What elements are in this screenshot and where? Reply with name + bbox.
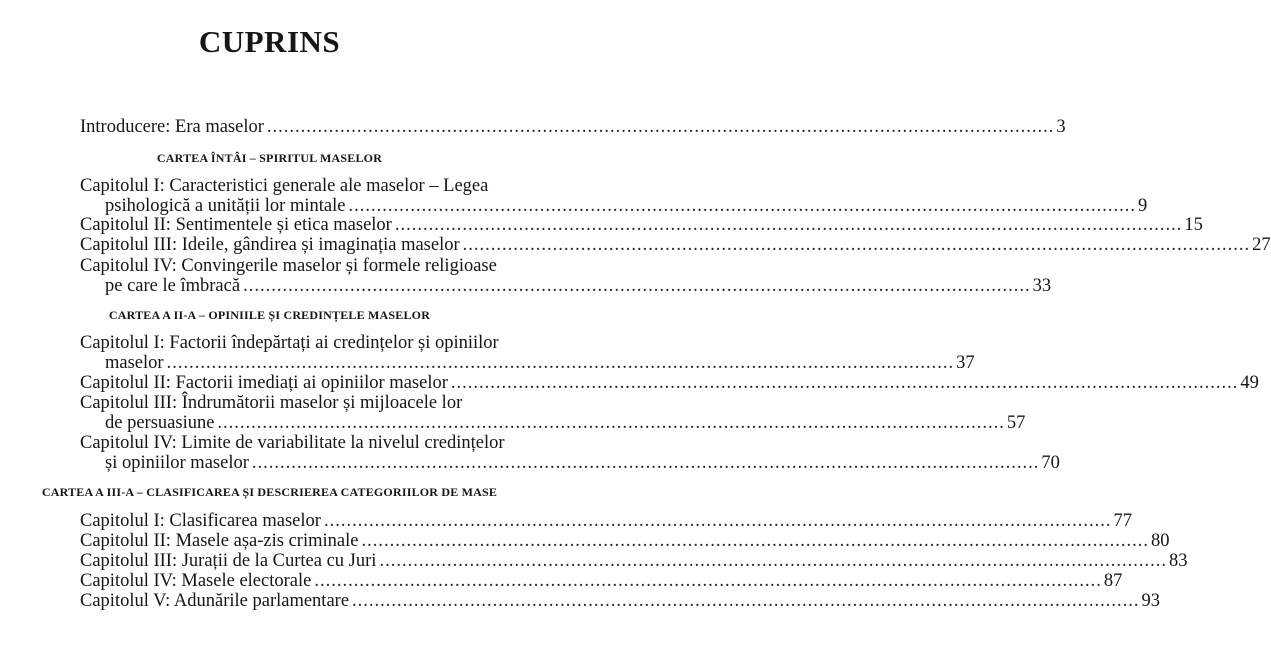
dot-leader: ............................................................................................................................................ bbox=[266, 117, 1055, 137]
dot-leader: ............................................................................................................................................ bbox=[352, 591, 1140, 611]
toc-entry-text: Introducere: Era maselor bbox=[80, 117, 264, 137]
toc-entry-text: Capitolul IV: Convingerile maselor și formele religioase bbox=[80, 256, 497, 276]
section-heading-part-1: CARTEA ÎNTÂI – SPIRITUL MASELOR bbox=[156, 151, 383, 165]
toc-entry-text: Capitolul I: Caracteristici generale ale maselor – Legea bbox=[80, 176, 489, 196]
toc-entry-text-continued: și opiniilor maselor bbox=[105, 453, 249, 473]
toc-entry bbox=[80, 333, 975, 373]
toc-entry-text: Capitolul I: Clasificarea maselor bbox=[80, 511, 321, 531]
dot-leader: ............................................................................................................................................ bbox=[462, 235, 1251, 255]
toc-entry bbox=[80, 393, 1026, 433]
toc-entry bbox=[80, 571, 1123, 591]
toc-page-number: 15 bbox=[1184, 215, 1203, 235]
toc-entry bbox=[80, 373, 1259, 393]
toc-entry bbox=[80, 531, 1170, 551]
toc-entry bbox=[80, 433, 1060, 473]
toc-entry bbox=[80, 256, 1052, 296]
dot-leader: ............................................................................................................................................ bbox=[379, 551, 1167, 571]
toc-entry-text-continued: pe care le îmbracă bbox=[105, 276, 241, 296]
toc-entry bbox=[80, 591, 1161, 611]
dot-leader: ............................................................................................................................................ bbox=[361, 531, 1149, 551]
toc-entry-text: Capitolul III: Îndrumătorii maselor și mijloacele lor bbox=[80, 393, 463, 413]
toc-entry-text: Capitolul II: Sentimentele și etica maselor bbox=[80, 215, 392, 235]
toc-page-number: 87 bbox=[1103, 571, 1123, 591]
toc-page-number: 93 bbox=[1141, 591, 1161, 611]
dot-leader: ............................................................................................................................................ bbox=[251, 453, 1040, 473]
toc-entry-text: Capitolul II: Factorii imediați ai opiniilor maselor bbox=[80, 373, 448, 393]
toc-entry-text-continued: psihologică a unității lor mintale bbox=[105, 196, 346, 216]
dot-leader: ............................................................................................................................................ bbox=[314, 571, 1102, 591]
toc-entry bbox=[80, 511, 1132, 531]
toc-page-number: 70 bbox=[1041, 453, 1060, 473]
page-title: CUPRINS bbox=[198, 24, 341, 59]
dot-leader: ............................................................................................................................................ bbox=[243, 276, 1031, 296]
dot-leader: ............................................................................................................................................ bbox=[166, 353, 955, 373]
dot-leader: ............................................................................................................................................ bbox=[450, 373, 1239, 393]
toc-entry-text-continued: de persuasiune bbox=[105, 413, 215, 433]
toc-entry-text: Capitolul II: Masele așa-zis criminale bbox=[80, 531, 359, 551]
toc-entry-text: Capitolul I: Factorii îndepărtați ai credințelor și opiniilor bbox=[80, 333, 499, 353]
toc-entry bbox=[80, 235, 1271, 255]
toc-entry-text: Capitolul IV: Masele electorale bbox=[80, 571, 312, 591]
toc-page-number: 27 bbox=[1252, 235, 1271, 255]
dot-leader: ............................................................................................................................................ bbox=[394, 215, 1183, 235]
toc-page-number: 77 bbox=[1113, 511, 1132, 531]
dot-leader: ............................................................................................................................................ bbox=[217, 413, 1005, 433]
toc-page-number: 80 bbox=[1150, 531, 1170, 551]
toc-entry-text: Capitolul III: Jurații de la Curtea cu Juri bbox=[80, 551, 377, 571]
toc-entry-text-continued: maselor bbox=[105, 353, 164, 373]
toc-page-number: 37 bbox=[956, 353, 975, 373]
toc-entry-text: Capitolul III: Ideile, gândirea și imaginația maselor bbox=[80, 235, 460, 255]
dot-leader: ............................................................................................................................................ bbox=[348, 196, 1136, 216]
toc-page-number: 83 bbox=[1168, 551, 1188, 571]
toc-page-number: 3 bbox=[1056, 117, 1066, 137]
toc-entry-introduction bbox=[80, 117, 1066, 137]
section-heading-part-3: CARTEA A III-A – CLASIFICAREA ȘI DESCRIEREA CATEGORIILOR DE MASE bbox=[41, 485, 498, 499]
toc-page-number: 57 bbox=[1006, 413, 1026, 433]
toc-entry bbox=[80, 215, 1203, 235]
dot-leader: ............................................................................................................................................ bbox=[323, 511, 1112, 531]
toc-entry-text: Capitolul V: Adunările parlamentare bbox=[80, 591, 350, 611]
toc-entry bbox=[80, 551, 1188, 571]
toc-page-number: 9 bbox=[1137, 196, 1148, 216]
toc-page-number: 49 bbox=[1240, 373, 1259, 393]
toc-entry bbox=[80, 176, 1148, 216]
toc-page-number: 33 bbox=[1032, 276, 1052, 296]
section-heading-part-2: CARTEA A II-A – OPINIILE ȘI CREDINȚELE MASELOR bbox=[108, 308, 431, 322]
toc-entry-text: Capitolul IV: Limite de variabilitate la nivelul credințelor bbox=[80, 433, 505, 453]
